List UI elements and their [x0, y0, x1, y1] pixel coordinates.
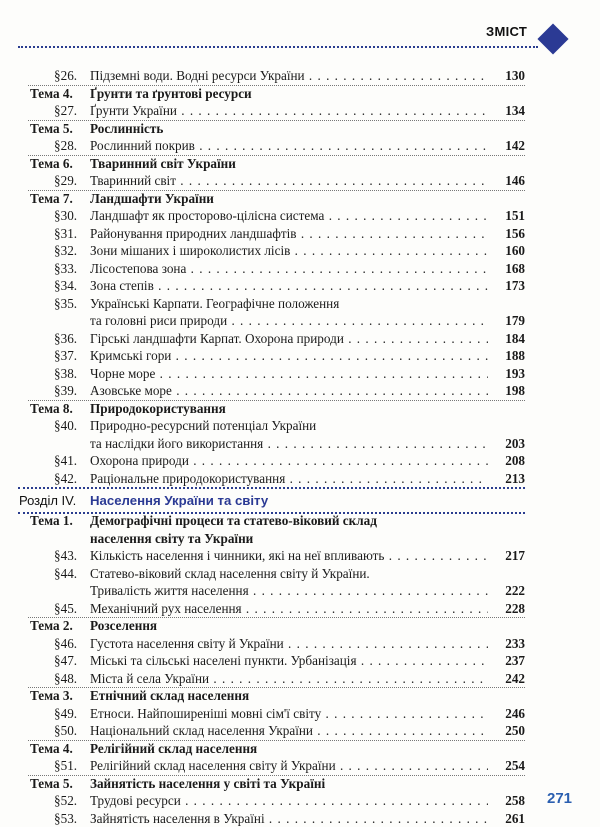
toc-entry-page: 222 [489, 582, 525, 600]
page-header-title: ЗМІСТ [486, 24, 527, 39]
toc-entry-title: Демографічні процеси та статево-віковий склад [90, 513, 377, 528]
toc-entry-page: 146 [489, 172, 525, 190]
toc-entry-text [90, 757, 488, 775]
toc-topic-row [0, 400, 600, 418]
toc-entry-label: §51. [54, 757, 118, 775]
toc-entry-label: §43. [54, 547, 118, 565]
toc-entry-row [0, 417, 600, 435]
toc-entry-text [90, 687, 488, 705]
toc-entry-row [0, 547, 600, 565]
toc-entry-label: §37. [54, 347, 118, 365]
toc-entry-page: 142 [489, 137, 525, 155]
toc-entry-text [90, 312, 488, 330]
toc-entry-title: Міста й села України [90, 671, 209, 686]
toc-entry-title: Лісостепова зона [90, 261, 186, 276]
toc-entry-row [0, 670, 600, 688]
toc-entry-text [90, 172, 488, 190]
toc-entry-title: Національний склад населення України [90, 723, 313, 738]
toc-entry-text [90, 295, 488, 313]
toc-entry-row [0, 565, 600, 583]
toc-entry-row [0, 792, 600, 810]
toc-entry-page: 160 [489, 242, 525, 260]
toc-entry-row [0, 277, 600, 295]
toc-entry-text [90, 102, 488, 120]
toc-entry-title: Чорне море [90, 366, 155, 381]
toc-entry-row [0, 242, 600, 260]
toc-entry-page: 203 [489, 435, 525, 453]
toc-topic-row [0, 85, 600, 103]
toc-entry-label: §53. [54, 810, 118, 827]
toc-entry-title: Рослинність [90, 121, 163, 136]
header-rule [18, 46, 538, 48]
toc-entry-label: §34. [54, 277, 118, 295]
toc-entry-title: Релігійний склад населення світу й України [90, 758, 336, 773]
toc-entry-text [90, 582, 488, 600]
toc-entry-row [0, 365, 600, 383]
toc-topic-row [0, 512, 600, 530]
toc-entry-label: §29. [54, 172, 118, 190]
toc-entry-title: Зайнятість населення в Україні [90, 811, 265, 826]
toc-entry-row [0, 757, 600, 775]
toc-entry-text [90, 382, 488, 400]
toc-entry-title: населення світу та України [90, 531, 253, 546]
section-heading [0, 490, 600, 512]
toc-entry-text [90, 670, 488, 688]
toc-entry-row [0, 435, 600, 453]
toc-entry-title: Релігійний склад населення [90, 741, 257, 756]
toc-entry-title: Міські та сільські населені пункти. Урбанізація [90, 653, 357, 668]
toc-entry-label: §33. [54, 260, 118, 278]
toc-entry-title: Ландшафти України [90, 191, 214, 206]
toc-entry-text [90, 67, 488, 85]
toc-entry-label: Тема 4. [30, 85, 94, 103]
toc-entry-page: 242 [489, 670, 525, 688]
toc-entry-text [90, 600, 488, 618]
toc-topic-row [0, 617, 600, 635]
toc-entry-page: 261 [489, 810, 525, 827]
toc-entry-page: 254 [489, 757, 525, 775]
toc-entry-title: Густота населення світу й України [90, 636, 284, 651]
toc-entry-label: §30. [54, 207, 118, 225]
toc-entry-text [90, 435, 488, 453]
toc-entry-label: §50. [54, 722, 118, 740]
toc-entry-text [90, 155, 488, 173]
toc-entry-text [90, 207, 488, 225]
toc-entry-title: Рослинний покрив [90, 138, 195, 153]
toc-entry-title: Ґрунти та ґрунтові ресурси [90, 86, 252, 101]
toc-entry-title: Розселення [90, 618, 157, 633]
toc-entry-text [90, 617, 488, 635]
toc-entry-text [90, 722, 488, 740]
toc-entry-title: Гірські ландшафти Карпат. Охорона природи [90, 331, 344, 346]
toc-topic-row [0, 530, 600, 548]
toc-entry-title: Раціональне природокористування [90, 471, 285, 486]
toc-entry-title: Кримські гори [90, 348, 171, 363]
toc-topic-row [0, 120, 600, 138]
toc-entry-text [90, 85, 488, 103]
toc-entry-label: §45. [54, 600, 118, 618]
toc-entry-title: Ґрунти України [90, 103, 177, 118]
toc-entry-label: §35. [54, 295, 118, 313]
toc-entry-text [90, 775, 488, 793]
toc-entry-row [0, 172, 600, 190]
toc-entry-row [0, 452, 600, 470]
page-number: 271 [547, 790, 572, 807]
toc-entry-label: §28. [54, 137, 118, 155]
toc-entry-page: 130 [489, 67, 525, 85]
toc-entry-row [0, 225, 600, 243]
toc-entry-label: §38. [54, 365, 118, 383]
toc-entry-row [0, 722, 600, 740]
toc-entry-title: Механічний рух населення [90, 601, 242, 616]
toc-entry-label: Тема 5. [30, 120, 94, 138]
toc-entry-text [90, 452, 488, 470]
toc-entry-label: §36. [54, 330, 118, 348]
toc-entry-row [0, 67, 600, 85]
toc-entry-page: 193 [489, 365, 525, 383]
toc-entry-label: Тема 6. [30, 155, 94, 173]
toc-entry-row [0, 295, 600, 313]
toc-entry-text [90, 792, 488, 810]
toc-entry-row [0, 207, 600, 225]
toc-entry-label: §41. [54, 452, 118, 470]
toc-topic-row [0, 775, 600, 793]
toc-entry-label: Тема 1. [30, 512, 94, 530]
toc-entry-text [90, 347, 488, 365]
toc-entry-text [90, 547, 488, 565]
toc-entry-label: §42. [54, 470, 118, 488]
toc-entry-title: Підземні води. Водні ресурси України [90, 68, 305, 83]
toc-entry-title: Зона степів [90, 278, 154, 293]
toc-entry-text [90, 470, 488, 488]
toc-entry-page: 134 [489, 102, 525, 120]
toc-entry-title: Статево-віковий склад населення світу й України. [90, 566, 370, 581]
toc-entry-title: Українські Карпати. Географічне положення [90, 296, 339, 311]
toc-entry-title: Зони мішаних і широколистих лісів [90, 243, 290, 258]
toc-entry-text [90, 242, 488, 260]
toc-entry-label: §52. [54, 792, 118, 810]
toc-entry-label: Тема 8. [30, 400, 94, 418]
toc-entry-title: Етнічний склад населення [90, 688, 249, 703]
toc-entry-title: та наслідки його використання [90, 436, 263, 451]
toc-entry-row [0, 137, 600, 155]
diamond-icon [537, 23, 568, 54]
toc-entry-page: 168 [489, 260, 525, 278]
toc-entry-row [0, 260, 600, 278]
toc-entry-text [90, 277, 488, 295]
toc-entry-page: 228 [489, 600, 525, 618]
toc-entry-title: Кількість населення і чинники, які на неї впливають [90, 548, 384, 563]
toc-entry-title: Етноси. Найпоширеніші мовні сім'ї світу [90, 706, 321, 721]
toc-entry-label: Тема 3. [30, 687, 94, 705]
toc-entry-page: 184 [489, 330, 525, 348]
toc-entry-text [90, 740, 488, 758]
toc-entry-page: 179 [489, 312, 525, 330]
toc-entry-text [90, 137, 488, 155]
toc-entry-row [0, 600, 600, 618]
toc-entry-title: Зайнятість населення у світі та Україні [90, 776, 325, 791]
toc-entry-text [90, 225, 488, 243]
toc-entry-row [0, 312, 600, 330]
toc-entry-page: 156 [489, 225, 525, 243]
toc-entry-label: Тема 2. [30, 617, 94, 635]
toc-entry-text [90, 705, 488, 723]
toc-entry-page: 217 [489, 547, 525, 565]
section-title: Населення України та світу [90, 493, 268, 508]
toc-topic-row [0, 687, 600, 705]
toc-entry-title: та головні риси природи [90, 313, 227, 328]
toc-entry-title: Тваринний світ України [90, 156, 236, 171]
toc-entry-page: 258 [489, 792, 525, 810]
toc-entry-label: §49. [54, 705, 118, 723]
toc-entry-row [0, 470, 600, 488]
toc-entry-text [90, 190, 488, 208]
toc-entry-label: §44. [54, 565, 118, 583]
toc-entry-page: 198 [489, 382, 525, 400]
toc-entry-label: §32. [54, 242, 118, 260]
toc-entry-title: Трудові ресурси [90, 793, 181, 808]
toc-entry-text [90, 530, 488, 548]
toc-entry-page: 250 [489, 722, 525, 740]
toc-entry-page: 208 [489, 452, 525, 470]
toc-entry-page: 151 [489, 207, 525, 225]
toc-entry-text [90, 565, 488, 583]
toc-entry-text [90, 120, 488, 138]
toc-entry-row [0, 652, 600, 670]
toc-entry-text [90, 512, 488, 530]
toc-entry-page: 246 [489, 705, 525, 723]
toc-entry-title: Природно-ресурсний потенціал України [90, 418, 316, 433]
toc-entry-text [90, 330, 488, 348]
toc-topic-row [0, 740, 600, 758]
toc-entry-title: Ландшафт як просторово-цілісна система [90, 208, 324, 223]
toc-entry-row [0, 102, 600, 120]
toc-entry-label: Тема 4. [30, 740, 94, 758]
toc-entry-title: Районування природних ландшафтів [90, 226, 297, 241]
toc-entry-label: Тема 7. [30, 190, 94, 208]
toc-entry-text [90, 652, 488, 670]
toc-topic-row [0, 155, 600, 173]
toc-entry-text [90, 365, 488, 383]
toc-entry-label: §40. [54, 417, 118, 435]
toc-entry-title: Природокористування [90, 401, 226, 416]
toc-entry-row [0, 330, 600, 348]
toc-entry-label: §46. [54, 635, 118, 653]
toc-entry-label: §48. [54, 670, 118, 688]
toc-entry-label: §47. [54, 652, 118, 670]
toc-entry-label: §26. [54, 67, 118, 85]
toc-entry-row [0, 705, 600, 723]
toc-entry-title: Азовське море [90, 383, 172, 398]
toc-entry-text [90, 400, 488, 418]
toc-entry-text [90, 635, 488, 653]
toc-entry-page: 188 [489, 347, 525, 365]
section-label: Розділ IV. [19, 493, 76, 508]
toc-entry-row [0, 347, 600, 365]
toc-entry-title: Тваринний світ [90, 173, 176, 188]
toc-entry-text [90, 260, 488, 278]
toc-entry-label: Тема 5. [30, 775, 94, 793]
toc-entry-title: Тривалість життя населення [90, 583, 249, 598]
toc-entry-page: 173 [489, 277, 525, 295]
toc-entry-label: §39. [54, 382, 118, 400]
toc-entry-row [0, 810, 600, 827]
toc-entry-row [0, 582, 600, 600]
toc-entry-label: §31. [54, 225, 118, 243]
toc-entry-row [0, 382, 600, 400]
toc-entry-page: 233 [489, 635, 525, 653]
toc-topic-row [0, 190, 600, 208]
toc-entry-page: 213 [489, 470, 525, 488]
toc-entry-row [0, 635, 600, 653]
table-of-contents [0, 67, 600, 827]
toc-entry-label: §27. [54, 102, 118, 120]
toc-entry-page: 237 [489, 652, 525, 670]
toc-entry-title: Охорона природи [90, 453, 189, 468]
toc-entry-text [90, 417, 488, 435]
toc-entry-text [90, 810, 488, 827]
